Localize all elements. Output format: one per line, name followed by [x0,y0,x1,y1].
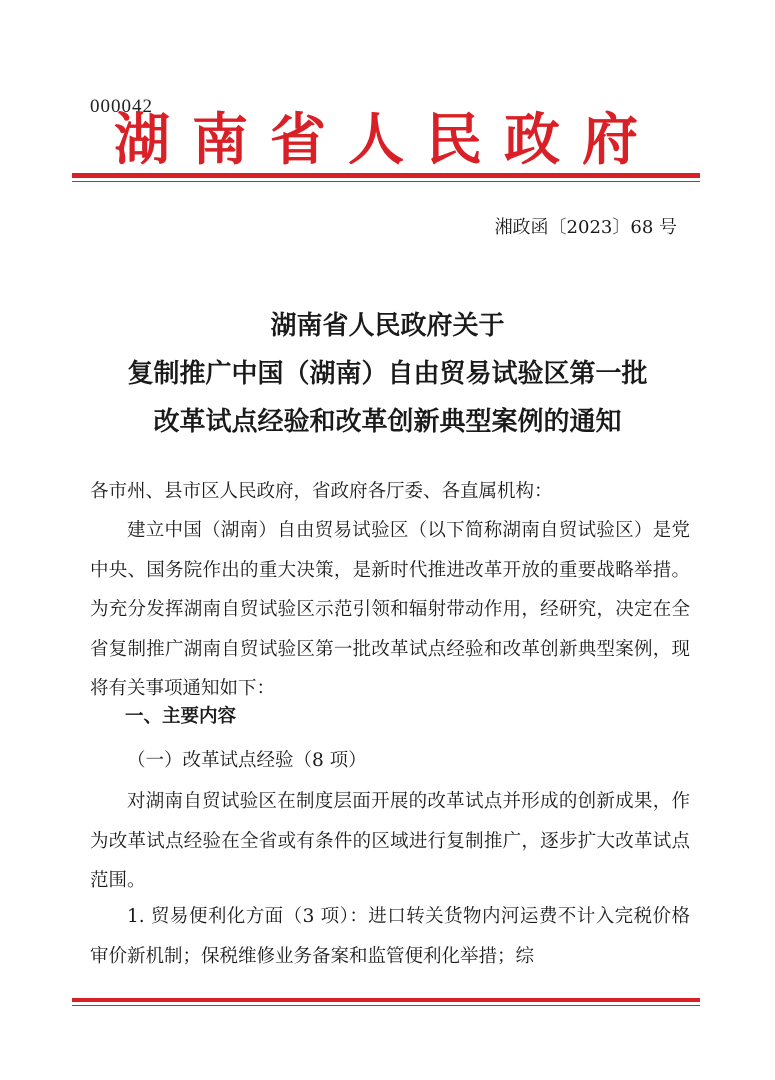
title-line-1: 湖南省人民政府关于 [270,311,505,341]
subsection-heading-reform-experience: （一）改革试点经验（8 项） [127,750,367,771]
section-heading-main-content: 一、主要内容 [125,706,237,727]
title-line-2: 复制推广中国（湖南）自由贸易试验区第一批 [127,359,648,389]
header-red-rule [72,173,700,178]
document-serial-number: 000042 [90,96,153,117]
intro-paragraph: 建立中国（湖南）自由贸易试验区（以下简称湖南自贸试验区）是党中央、国务院作出的重大决策，是新时代推进改革开放的重要战略举措。为充分发挥湖南自贸试验区示范引领和辐射带动作用，经研究，决定在全省复制推广湖南自贸试验区第一批改革试点经验和改革创新典型案例，现将有关事项通知如下： [90,520,690,699]
issuer-name: 湖南省人民政府 [114,107,660,173]
footer-red-rule [72,998,700,1002]
addressee: 各市州、县市区人民政府，省政府各厅委、各直属机构： [90,481,553,502]
header-red-rule-thin [72,181,700,182]
trade-facilitation-paragraph: 1. 贸易便利化方面（3 项）：进口转关货物内河运费不计入完税价格审价新机制；保税维修业务备案和监管便利化举措；综 [90,906,690,967]
footer-red-rule-thin [72,1005,700,1006]
title-line-3: 改革试点经验和改革创新典型案例的通知 [153,407,622,437]
reform-experience-paragraph: 对湖南自贸试验区在制度层面开展的改革试点并形成的创新成果，作为改革试点经验在全省或有条件的区域进行复制推广，逐步扩大改革试点范围。 [90,791,690,891]
document-number: 湘政函〔2023〕68 号 [494,217,677,238]
